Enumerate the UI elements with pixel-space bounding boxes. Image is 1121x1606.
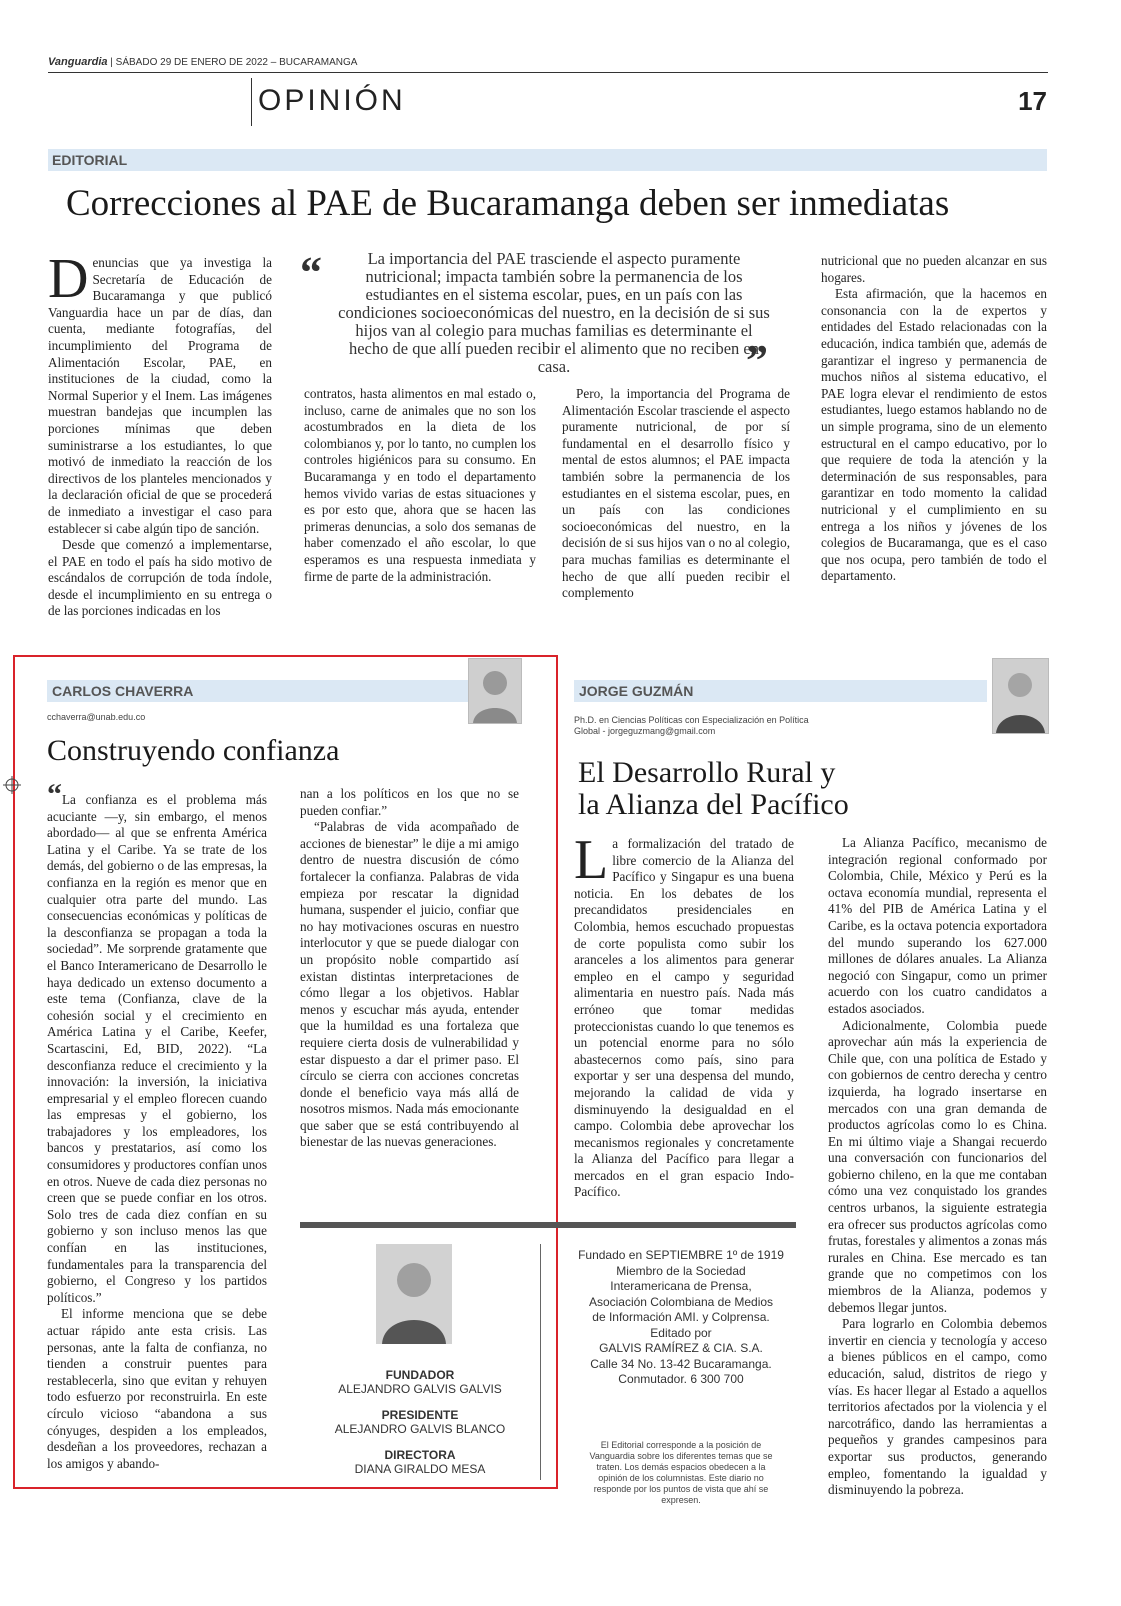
founded-line: Interamericana de Prensa, xyxy=(610,1279,752,1293)
editorial-paragraph: enuncias que ya investiga la Secretaría de Educación de Bucaramanga y que publicó Vanguardia hace un par de días, dan cuenta, mediante fotografías, del incumplimiento del Programa de Alimentación Escolar, PAE, en instituciones de la ciudad, como la Normal Superior y el Inem. Las imágenes muestran bandejas que incumplen las porciones mínimas que deben suministrarse a los estudiantes, lo que motivó de inmediato la reacción de los directivos de los planteles mencionados y la declaración oficial de que se procederá de inmediato a investigar el caso para establecer si cabe algún tipo de sanción. xyxy=(48,255,272,536)
person-icon xyxy=(469,659,521,723)
editorial-column-1 xyxy=(48,248,272,620)
masthead-rule xyxy=(48,72,1048,73)
editorial-paragraph: Pero, la importancia del Programa de Alimentación Escolar trasciende el aspecto puramente nutricional, de por sí fundamental en el desarrollo físico y mental de estos alumnos; el PAE impacta también sobre la permanencia de los estudiantes en el sistema escolar, pues, en un país con las condiciones socioeconómicas del nuestro, en la decisión de si sus hijos van o no al colegio, para muchas familias es determinante el hecho de que allí pueden recibir el complemento xyxy=(562,386,790,601)
president-name: ALEJANDRO GALVIS BLANCO xyxy=(334,1422,506,1436)
editorial-tag-band xyxy=(48,149,1047,171)
founded-line: Calle 34 No. 13-42 Bucaramanga. xyxy=(590,1356,772,1371)
director-name: DIANA GIRALDO MESA xyxy=(354,1462,486,1476)
founded-line: GALVIS RAMÍREZ & CIA. S.A. xyxy=(599,1341,763,1355)
founded-line: Fundado en SEPTIEMBRE 1º de 1919 xyxy=(578,1248,784,1262)
editorial-pullquote xyxy=(298,248,788,385)
guzman-headline-line-1: El Desarrollo Rural y xyxy=(578,756,836,789)
chaverra-tag-band xyxy=(47,680,519,702)
editorial-column-2 xyxy=(304,386,536,585)
column-paragraph: nan a los políticos en los que no se pueden confiar.” xyxy=(300,786,519,818)
editorial-disclaimer: El Editorial corresponde a la posición de Vanguardia sobre los diferentes temas que se traten. Los demás espacios obedecen a la opinión de los columnistas. Este diario no responde por los puntos de vista que ahí se expresen. xyxy=(589,1440,773,1505)
founder-photo xyxy=(376,1244,452,1344)
founder-name: ALEJANDRO GALVIS GALVIS xyxy=(338,1382,502,1396)
dropcap: L xyxy=(574,829,609,891)
open-quote-icon: “ xyxy=(47,778,62,811)
chaverra-column-2 xyxy=(300,786,519,1151)
pullquote-text: La importancia del PAE trasciende el aspecto puramente nutricional; impacta también sobre la permanencia de los estudiantes en el sistema escolar, pues, en un país con las condiciones socioeconómicas del nuestro, en la decisión de si sus hijos van al colegio para muchas familias es determinante el hecho de que allí pueden recibir el alimento que no reciben en casa. xyxy=(338,249,770,376)
open-quote-icon: “ xyxy=(300,248,322,297)
founded-line: Miembro de la Sociedad xyxy=(616,1263,746,1278)
person-icon xyxy=(993,659,1048,733)
page-number: 17 xyxy=(1018,86,1047,116)
founded-info xyxy=(572,1248,790,1388)
column-paragraph: a formalización del tratado de libre comercio de la Alianza del Pacífico y Singapur es una buena noticia. En los debates de los precandidatos presidenciales en Colombia, hemos escuchado propuestas de corte populista como subir los aranceles a los alimentos para generar empleo en el campo y seguridad alimentaria en nuestro país. Nada más erróneo que tomar medidas proteccionistas cuando lo que tenemos es un potencial enorme para no sólo abastecernos como país, sino para exportar y ser una despensa del mundo, mejorando la calidad de vida y disminuyendo la desigualdad en el campo. Colombia debe aprovechar los mecanismos regionales y concretamente la Alianza del Pacífico para llegar a mercados en el gran espacio Indo-Pacífico. xyxy=(574,836,794,1200)
editorial-column-4 xyxy=(821,253,1047,585)
editorial-paragraph: contratos, hasta alimentos en mal estado o, incluso, carne de animales que no son los acostumbrados en la dieta de los colombianos y, por lo tanto, no cumplen los controles higiénicos para su consumo. En Bucaramanga y en todo el departamento hemos vivido varias de estas situaciones y es por esto que, ahora que se hacen las primeras denuncias, a solo dos semanas de haber comenzado el año escolar, lo que esperamos es una respuesta inmediata y firme de parte de la administración. xyxy=(304,386,536,584)
founder-role: FUNDADOR xyxy=(385,1368,455,1382)
person-icon xyxy=(376,1244,452,1344)
founded-line: Conmutador. 6 300 700 xyxy=(618,1372,744,1386)
founded-line: Asociación Colombiana de Medios xyxy=(588,1294,774,1309)
guzman-author: JORGE GUZMÁN xyxy=(579,683,694,699)
column-paragraph: Adicionalmente, Colombia puede aprovechar aún más la experiencia de Chile que, con una política de Estado y con gobiernos de centro derecha y centro izquierda, ha logrado insertarse en mercados con una gran demanda de productos agrícolas como lo es China. En mi último viaje a Shangai recuerdo una conversación con funcionarios del gobierno chileno, en la que me contaban cómo una vez conquistado los grandes centros urbanos, la siguiente estrategia era ofrecer sus productos agrícolas como frutas, forestales y alimentos a zonas más rurales en China. Ese mercado es tan grande que no competimos con los miembros de la Alianza, podemos y debemos llegar juntos. xyxy=(828,1017,1047,1315)
masthead-date: SÁBADO 29 DE ENERO DE 2022 – BUCARAMANGA xyxy=(115,57,358,68)
guzman-headline-line-2: la Alianza del Pacífico xyxy=(578,788,849,821)
editorial-column-3 xyxy=(562,386,790,602)
editorial-paragraph: Desde que comenzó a implementarse, el PAE en todo el país ha sido motivo de escándalos de corrupción de toda índole, desde el incumplimiento en su entrega o de las porciones indicadas en los xyxy=(48,537,272,619)
section-title: OPINIÓN xyxy=(258,84,406,117)
editorial-paragraph: nutricional que no pueden alcanzar en sus hogares. xyxy=(821,253,1047,285)
dropcap: D xyxy=(48,248,89,310)
editorial-paragraph: Esta afirmación, que la hacemos en consonancia con la de expertos y entidades del Estado relacionadas con la educación, indica también que, además de garantizar el ingreso y permanencia de muchos niños al sistema educativo, el PAE logra elevar el rendimiento de estos estudiantes, luego estamos hablando no de un simple programa, sino de un elemento estructural en el campo educativo, por lo que requiere de toda la atención y la determinación de sus responsables, para garantizar en todo momento la calidad nutricional y el cumplimiento en su entrega a los niños y jóvenes de los colegios de Bucaramanga, que es el caso que nos ocupa, pero también de todo el departamento. xyxy=(821,286,1047,584)
chaverra-email: cchaverra@unab.edu.co xyxy=(47,712,146,722)
chaverra-column-1 xyxy=(47,778,267,1472)
founded-line: de Información AMI. y Colprensa. xyxy=(592,1310,770,1324)
masthead-separator: | xyxy=(110,57,116,68)
registration-mark-icon xyxy=(3,776,21,794)
guzman-column-2 xyxy=(828,835,1047,1499)
guzman-tag-band xyxy=(574,680,987,702)
avatar-chaverra xyxy=(468,658,522,724)
column-paragraph: La confianza es el problema más acuciante —y, sin embargo, el menos abordado— al que se enfrenta América Latina y el Caribe. Ya se trate de los demás, del gobierno o de las empresas, la confianza en la región es menor que en cualquier otra parte del mundo. Las consecuencias económicas y políticas de la desconfianza se propagan a toda la sociedad”. Me sorprende gratamente que el Banco Interamericano de Desarrollo le haya dedicado un extenso documento a este tema (Confianza, clave de la cohesión social y el crecimiento en América Latina y el Caribe, Keefer, Scartascini, Ed, BID, 2022). “La desconfianza reduce el crecimiento y la innovación: la inversión, la iniciativa empresarial y el empleo florecen cuando las empresas y el gobierno, los trabajadores y los empleadores, los bancos y prestatarios, así como los consumidores y productores confían unos en otros. Nueve de cada diez personas no creen que se puede confiar en los otros. Solo tres de cada diez confían en su gobierno y son incluso menos las que confían en las instituciones, fundamentales para la transparencia del gobierno, el Congreso y los partidos políticos.” xyxy=(47,792,267,1305)
founded-line: Editado por xyxy=(650,1325,712,1340)
guzman-column-1 xyxy=(574,829,794,1201)
editorial-headline: Correcciones al PAE de Bucaramanga deben ser inmediatas xyxy=(66,183,950,224)
avatar-guzman xyxy=(992,658,1049,734)
staff-divider xyxy=(540,1244,541,1480)
column-paragraph: El informe menciona que se debe actuar rápido ante esta crisis. Las personas, ante la falta de confianza, no tienden a construir puentes para restablecerla, sino que evitan y rehuyen todo esfuerzo por reconstruirla. En este círculo vicioso “abandona a sus cónyuges, despiden a los empleados, desdeñan a los proveedores, rechazan a los amigos y abando- xyxy=(47,1306,267,1471)
column-paragraph: Para lograrlo en Colombia debemos invertir en ciencia y tecnología y acceso a bienes públicos en el campo, como educación, salud, distritos de riego y vías. Es hacer llegar al Estado a aquellos territorios afectados por la violencia y el narcotráfico, dando las herramientas a pequeños y grandes campesinos para exportar sus productos, generando empleo, fomentando la igualdad y disminuyendo la pobreza. xyxy=(828,1316,1047,1498)
director-role: DIRECTORA xyxy=(384,1448,456,1462)
column-paragraph: “Palabras de vida acompañado de acciones de bienestar” le dije a mi amigo dentro de nuestra discusión de cómo fortalecer la confianza. Palabras de vida empieza por rescatar la dignidad humana, suspender el juicio, confiar que no hay motivaciones oscuras en nuestro interlocutor y que se puede dialogar con un propósito noble compartido así existan distintas interpretaciones de cómo llegar a los objetivos. Hablar menos y escuchar más ayuda, entender que la humildad es una fortaleza que requiere cierta dosis de vulnerabilidad y estar dispuesto a dar el primer paso. El círculo se cierra con acciones concretas donde el beneficio vaya más allá de nosotros mismos. Nada más emocionante que saber que se está contribuyendo al bienestar de las nuevas generaciones. xyxy=(300,819,519,1150)
section-divider xyxy=(251,78,252,126)
president-role: PRESIDENTE xyxy=(381,1408,459,1422)
chaverra-headline: Construyendo confianza xyxy=(47,734,340,767)
close-quote-icon: ” xyxy=(746,336,768,385)
column-paragraph: La Alianza Pacífico, mecanismo de integración regional conformado por Colombia, Chile, México y Perú es la octava economía mundial, representa el 41% del PIB de América Latina y el Caribe, es la octava potencia exportadora del mundo superando los 627.000 millones de dólares anuales. La Alianza negoció con Singapur, como un primer acuerdo con los cuatro candidatos a estados asociados. xyxy=(828,835,1047,1016)
editorial-tag: EDITORIAL xyxy=(52,152,128,168)
brand-logo: Vanguardia xyxy=(48,56,108,68)
staff-rule xyxy=(300,1222,796,1228)
guzman-bio: Ph.D. en Ciencias Políticas con Especialización en Política Global - jorgeguzmang@gmail.com xyxy=(574,715,809,736)
masthead xyxy=(48,56,1048,68)
chaverra-author: CARLOS CHAVERRA xyxy=(52,683,194,699)
staff-list xyxy=(320,1356,520,1476)
